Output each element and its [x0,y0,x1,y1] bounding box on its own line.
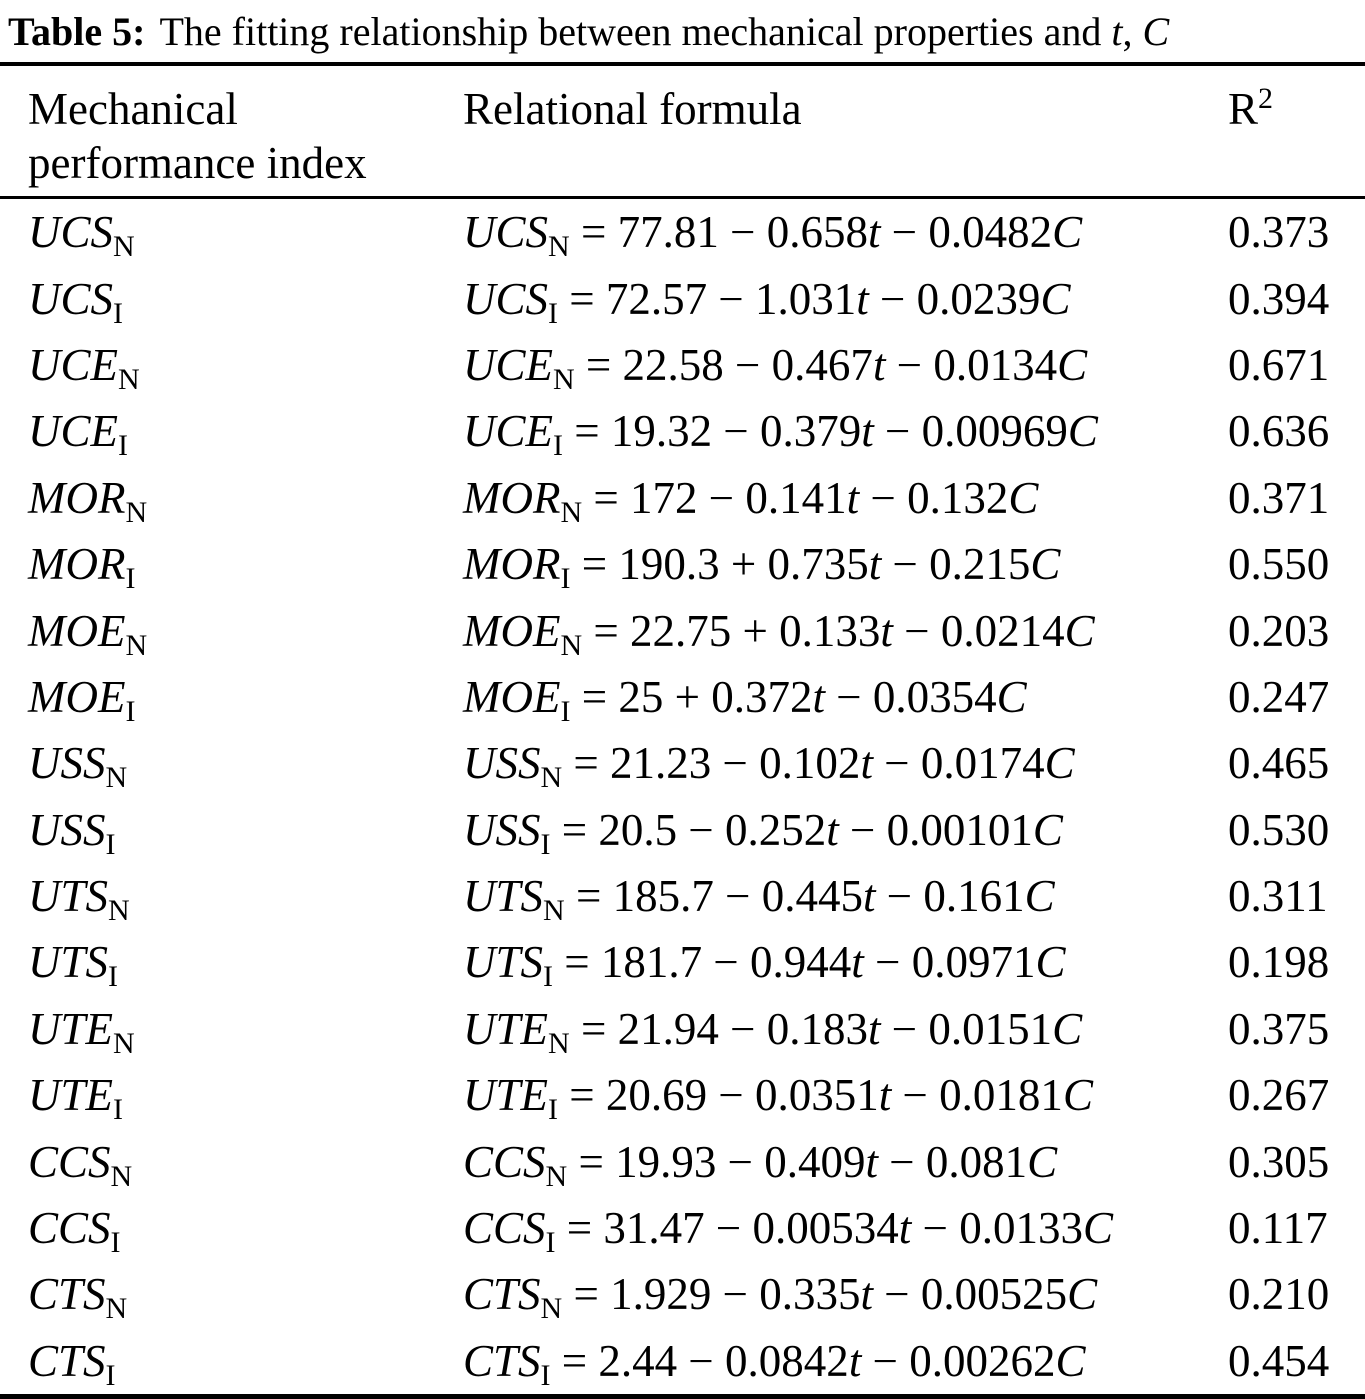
table-header [0,66,1365,199]
r-squared-label: R [1228,84,1259,134]
row-index: $UCS_I$ [28,273,124,330]
table-row [0,1128,1365,1194]
row-r2: 0.311 [1228,871,1328,922]
row-index: $CTS_N$ [28,1269,128,1326]
row-index: $MOR_N$ [28,472,148,529]
table-row [0,1062,1365,1128]
table-row [0,332,1365,398]
row-formula: $UCE_I = 19.32 - 0.379t - 0.00969C$ [463,406,1098,463]
table-row [0,730,1365,796]
table-row [0,797,1365,863]
row-index: $MOE_I$ [28,671,136,728]
header-col-r2 [1228,82,1365,136]
header-col-formula: Relational formula [463,84,802,134]
data-table [0,62,1365,1399]
row-index: $USS_I$ [28,804,116,861]
row-index: $MOE_N$ [28,605,148,662]
table-row [0,1328,1365,1394]
table-row [0,199,1365,265]
table-row [0,929,1365,995]
table-row [0,531,1365,597]
row-r2: 0.636 [1228,406,1330,457]
row-index: $CTS_I$ [28,1335,116,1392]
row-index: $UTS_I$ [28,937,119,994]
row-r2: 0.210 [1228,1269,1330,1320]
row-formula: $MOE_I = 25 + 0.372t - 0.0354C$ [463,671,1027,728]
row-index: $USS_N$ [28,738,128,795]
row-index: $UCS_N$ [28,207,135,264]
row-r2: 0.373 [1228,207,1330,258]
row-formula: $USS_I = 20.5 - 0.252t - 0.00101C$ [463,804,1063,861]
row-formula: $CTS_I = 2.44 - 0.0842t - 0.00262C$ [463,1335,1086,1392]
row-r2: 0.267 [1228,1070,1330,1121]
row-r2: 0.375 [1228,1003,1330,1054]
row-formula: $UCS_N = 77.81 - 0.658t - 0.0482C$ [463,207,1083,264]
table-row [0,265,1365,331]
table-caption [0,0,1365,62]
row-r2: 0.394 [1228,273,1330,324]
row-r2: 0.550 [1228,539,1330,590]
table-row [0,398,1365,464]
table-row [0,597,1365,663]
row-r2: 0.465 [1228,738,1330,789]
table-row [0,1261,1365,1327]
table-body [0,199,1365,1394]
row-r2: 0.454 [1228,1335,1330,1386]
row-index: $UTE_N$ [28,1003,135,1060]
row-r2: 0.247 [1228,671,1330,722]
row-index: $UCE_N$ [28,339,140,396]
row-r2: 0.371 [1228,472,1330,523]
row-formula: $CCS_I = 31.47 - 0.00534t - 0.0133C$ [463,1203,1113,1260]
table-row [0,1195,1365,1261]
row-formula: $UCE_N = 22.58 - 0.467t - 0.0134C$ [463,339,1088,396]
row-r2: 0.530 [1228,804,1330,855]
row-r2: 0.305 [1228,1136,1330,1187]
row-index: $UCE_I$ [28,406,128,463]
table-caption-label: Table 5: [8,9,146,54]
table-row [0,996,1365,1062]
table-row [0,664,1365,730]
row-formula: $MOR_I = 190.3 + 0.735t - 0.215C$ [463,539,1061,596]
row-formula: $UTS_N = 185.7 - 0.445t - 0.161C$ [463,871,1055,928]
row-formula: $MOE_N = 22.75 + 0.133t - 0.0214C$ [463,605,1095,662]
row-formula: $CCS_N = 19.93 - 0.409t - 0.081C$ [463,1136,1058,1193]
row-r2: 0.198 [1228,937,1330,988]
table-row [0,465,1365,531]
header-col-index: Mechanical performance index [28,84,367,188]
row-index: $UTS_N$ [28,871,130,928]
row-index: $UTE_I$ [28,1070,124,1127]
r-squared-exponent: 2 [1258,82,1274,115]
row-formula: $CTS_N = 1.929 - 0.335t - 0.00525C$ [463,1269,1098,1326]
row-r2: 0.203 [1228,605,1330,656]
row-formula: $UTE_I = 20.69 - 0.0351t - 0.0181C$ [463,1070,1093,1127]
row-formula: $UTS_I = 181.7 - 0.944t - 0.0971C$ [463,937,1066,994]
row-r2: 0.671 [1228,339,1330,390]
row-formula: $UTE_N = 21.94 - 0.183t - 0.0151C$ [463,1003,1083,1060]
row-formula: $UCS_I = 72.57 - 1.031t - 0.0239C$ [463,273,1071,330]
row-index: $CCS_N$ [28,1136,133,1193]
row-r2: 0.117 [1228,1203,1328,1254]
row-formula: $MOR_N = 172 - 0.141t - 0.132C$ [463,472,1039,529]
row-index: $MOR_I$ [28,539,136,596]
row-index: $CCS_I$ [28,1203,121,1260]
table-caption-text: The fitting relationship between mechanical properties and t, C [159,9,1170,54]
row-formula: $USS_N = 21.23 - 0.102t - 0.0174C$ [463,738,1075,795]
table-row [0,863,1365,929]
